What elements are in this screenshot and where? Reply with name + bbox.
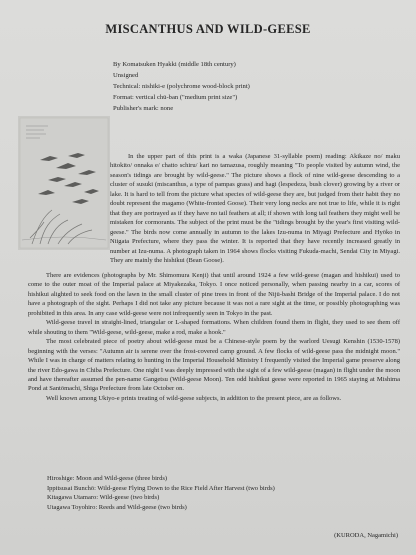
artist-line: By Komatsuken Hyakki (middle 18th century) [113,61,236,68]
paragraph-5: Well known among Ukiyo-e prints treating of wild-geese subjects, in addition to the present piece, are as follows. [46,394,342,402]
works-list [47,474,407,512]
paragraph-1: In the upper part of this print is a waka (Japanese 31-syllable poem) reading: Akikaze no/ maku hitokito/ onnaka e/ chatto schiru/ kari no tamazusa, roughly meaning "To people visited by autumn wind, the season's tidings are brought by wild-geese." The picture shows a flock of nine wild-geese descending to a cluster of susuki (miscanthus, a type of pampas grass) and hagi (lespedeza, bush clover) growing by a river or lake. It is hard to tell from the picture what species of wild-geese they are, but judged from their habit they no doubt represent the magamo (White-fronted Goose). Their very long necks are not true to life, while it is right that they are portrayed as if they have no tail feathers at all; if shown with long tail feathers they might well be mistaken for cormorants. The subject of the print must be the "tidings brought by the year's first visiting wild-geese." The birds now come annually in autumn to the lakes Izu-numa in Miyagi Prefecture and Hyōko in Niigata Prefecture, where they pass the winter. It is reported that they have recently increased greatly in number at Izu-numa. A photograph taken in 1964 shows flocks visiting Fukuda-machi, Sendai City in Miyagi. They are mainly the hishikui (Bean Goose). [110,153,400,264]
paragraph-2: There are evidences (photographs by Mr. Shimomura Kenji) that until around 1924 a few wild-geese (magan and hishikui) used to come to the outer moat of the Imperial palace at Miyakezaka, Tokyo. I once noticed personally, when passing nearby in a car, scores of hishikui alighted to seek food on the lawn in the small cluster of pine trees in front of the Nijū-bashi Bridge of the Imperial palace. I do not have a photograph of the sight. Perhaps I did not take any picture because it was not a rare sight at the time, or possibly photographing was prohibited in this area. In any case wild-geese were not infrequently seen in Tokyo in the past. [28,272,400,317]
format-line: Format: vertical chū-ban ("medium print size") [113,93,238,101]
article-body-continued [28,271,400,403]
paragraph-3: Wild-geese travel in straight-lined, triangular or L-shaped formations. When children found them in flight, they used to see them off while shouting to them "Wild-geese, wild-geese, make a rod, make a hook." [28,319,400,336]
work-item: Ippitsusai Bunchō: Wild-geese Flying Down to the Rice Field After Harvest (two birds) [47,484,275,492]
work-item: Kitagawa Utamaro: Wild-geese (two birds) [47,494,160,501]
work-item: Hiroshige: Moon and Wild-geese (three birds) [47,475,168,482]
signature-line: Unsigned [113,71,139,79]
article-body [28,152,400,265]
publisher-line: Publisher's mark: none [113,104,174,112]
print-metadata [113,60,403,115]
work-item: Utagawa Toyohiro: Reeds and Wild-geese (two birds) [47,503,187,511]
technical-line: Technical: nishiki-e (polychrome wood-block print) [113,82,250,90]
author-credit: (KURODA, Nagamichi) [334,532,398,539]
paragraph-4: The most celebrated piece of poetry about wild-geese must be a Chinese-style poem by the warlord Uesugi Kenshin (1530-1578) beginning with the verses: "Autumn air is serene over the frost-covered camp ground. A few flocks of wild-geese pass the midnight moon." While I was in charge of matters relating to hunting in the Imperial Household Ministry I frequently visited the Imperial game preserve along the river Edo-gawa in Chiba Prefecture. One night I was deeply impressed with the sight of a few wild-geese (magan) in flight under the moon and have thereafter assumed the pen-name Gangetsu (Wild-geese Moon). Ten odd hishikui geese were reported in 1965 staying at Mishima Pond at Santōmachi, Shiga Prefecture from late October on. [28,338,400,393]
page-title: MISCANTHUS AND WILD-GEESE [105,22,311,36]
